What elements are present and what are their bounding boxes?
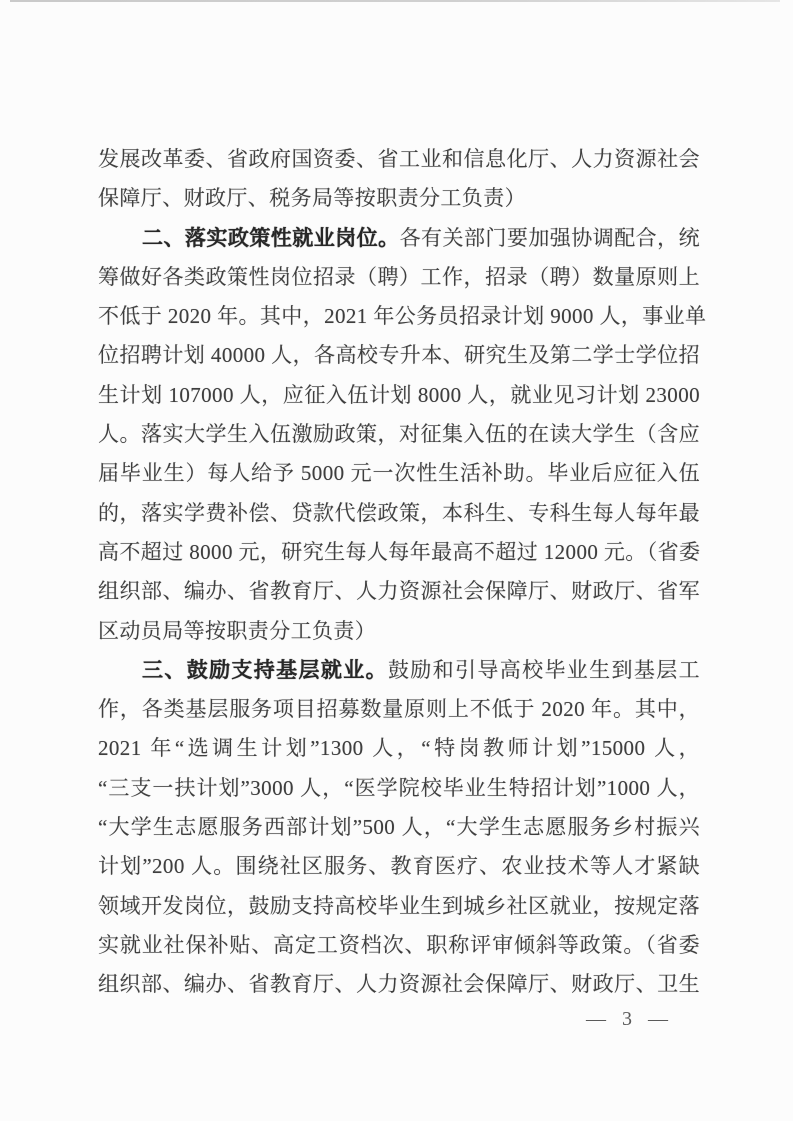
line-text: 作，各类基层服务项目招募数量原则上不低于 2020 年。其中，	[98, 697, 700, 722]
line-text: 组织部、编办、省教育厅、人力资源社会保障厅、财政厅、卫生	[98, 972, 700, 997]
line-text: 各有关部门要加强协调配合，统	[399, 225, 700, 250]
section-heading: 二、落实政策性就业岗位。	[142, 225, 400, 250]
line-text: 鼓励和引导高校毕业生到基层工	[387, 657, 700, 682]
text-line	[98, 179, 700, 218]
scan-edge-line	[10, 0, 780, 2]
text-line	[98, 769, 700, 808]
text-line	[98, 336, 700, 375]
line-text: “三支一扶计划”3000 人，“医学院校毕业生特招计划”1000 人，	[98, 775, 700, 800]
line-text: “大学生志愿服务西部计划”500 人，“大学生志愿服务乡村振兴	[98, 815, 700, 840]
text-line	[98, 651, 700, 690]
line-text: 实就业社保补贴、高定工资档次、职称评审倾斜等政策。（省委	[98, 932, 700, 957]
text-line	[98, 258, 700, 297]
text-line	[98, 572, 700, 611]
text-line	[98, 297, 707, 336]
line-text: 组织部、编办、省教育厅、人力资源社会保障厅、财政厅、省军	[98, 579, 700, 604]
text-line	[98, 926, 700, 965]
line-text: 2021 年“选调生计划”1300 人，“特岗教师计划”15000 人，	[98, 736, 700, 761]
line-text: 生计划 107000 人，应征入伍计划 8000 人，就业见习计划 23000	[98, 382, 700, 407]
text-line	[98, 887, 700, 926]
line-text: 领域开发岗位，鼓励支持高校毕业生到城乡社区就业，按规定落	[98, 893, 700, 918]
line-text: 区动员局等按职责分工负责）	[98, 618, 377, 643]
text-line	[98, 494, 700, 533]
text-line	[98, 847, 700, 886]
line-text: 人。落实大学生入伍激励政策，对征集入伍的在读大学生（含应	[98, 422, 700, 447]
text-line	[98, 454, 700, 493]
text-line	[98, 415, 700, 454]
line-text: 高不超过 8000 元，研究生每人每年最高不超过 12000 元。（省委	[98, 539, 701, 564]
line-text: 计划”200 人。围绕社区服务、教育医疗、农业技术等人才紧缺	[98, 854, 700, 879]
text-line	[98, 965, 700, 1004]
section-heading: 三、鼓励支持基层就业。	[142, 657, 388, 682]
line-text: 届毕业生）每人给予 5000 元一次性生活补助。毕业后应征入伍	[98, 461, 700, 486]
line-text: 位招聘计划 40000 人，各高校专升本、研究生及第二学士学位招	[98, 343, 700, 368]
text-line	[98, 808, 700, 847]
text-line	[98, 219, 700, 258]
text-line	[98, 690, 700, 729]
page-number: — 3 —	[586, 1008, 669, 1030]
text-line	[98, 140, 700, 179]
line-text: 保障厅、财政厅、税务局等按职责分工负责）	[98, 186, 526, 211]
text-line	[98, 729, 700, 768]
document-body	[98, 140, 707, 1005]
line-text: 筹做好各类政策性岗位招录（聘）工作，招录（聘）数量原则上	[98, 264, 700, 289]
line-text: 的，落实学费补偿、贷款代偿政策，本科生、专科生每人每年最	[98, 500, 700, 525]
line-text: 不低于 2020 年。其中，2021 年公务员招录计划 9000 人，事业单	[98, 304, 707, 329]
text-line	[98, 612, 700, 651]
text-line	[98, 376, 700, 415]
text-line	[98, 533, 700, 572]
line-text: 发展改革委、省政府国资委、省工业和信息化厅、人力资源社会	[98, 147, 700, 171]
